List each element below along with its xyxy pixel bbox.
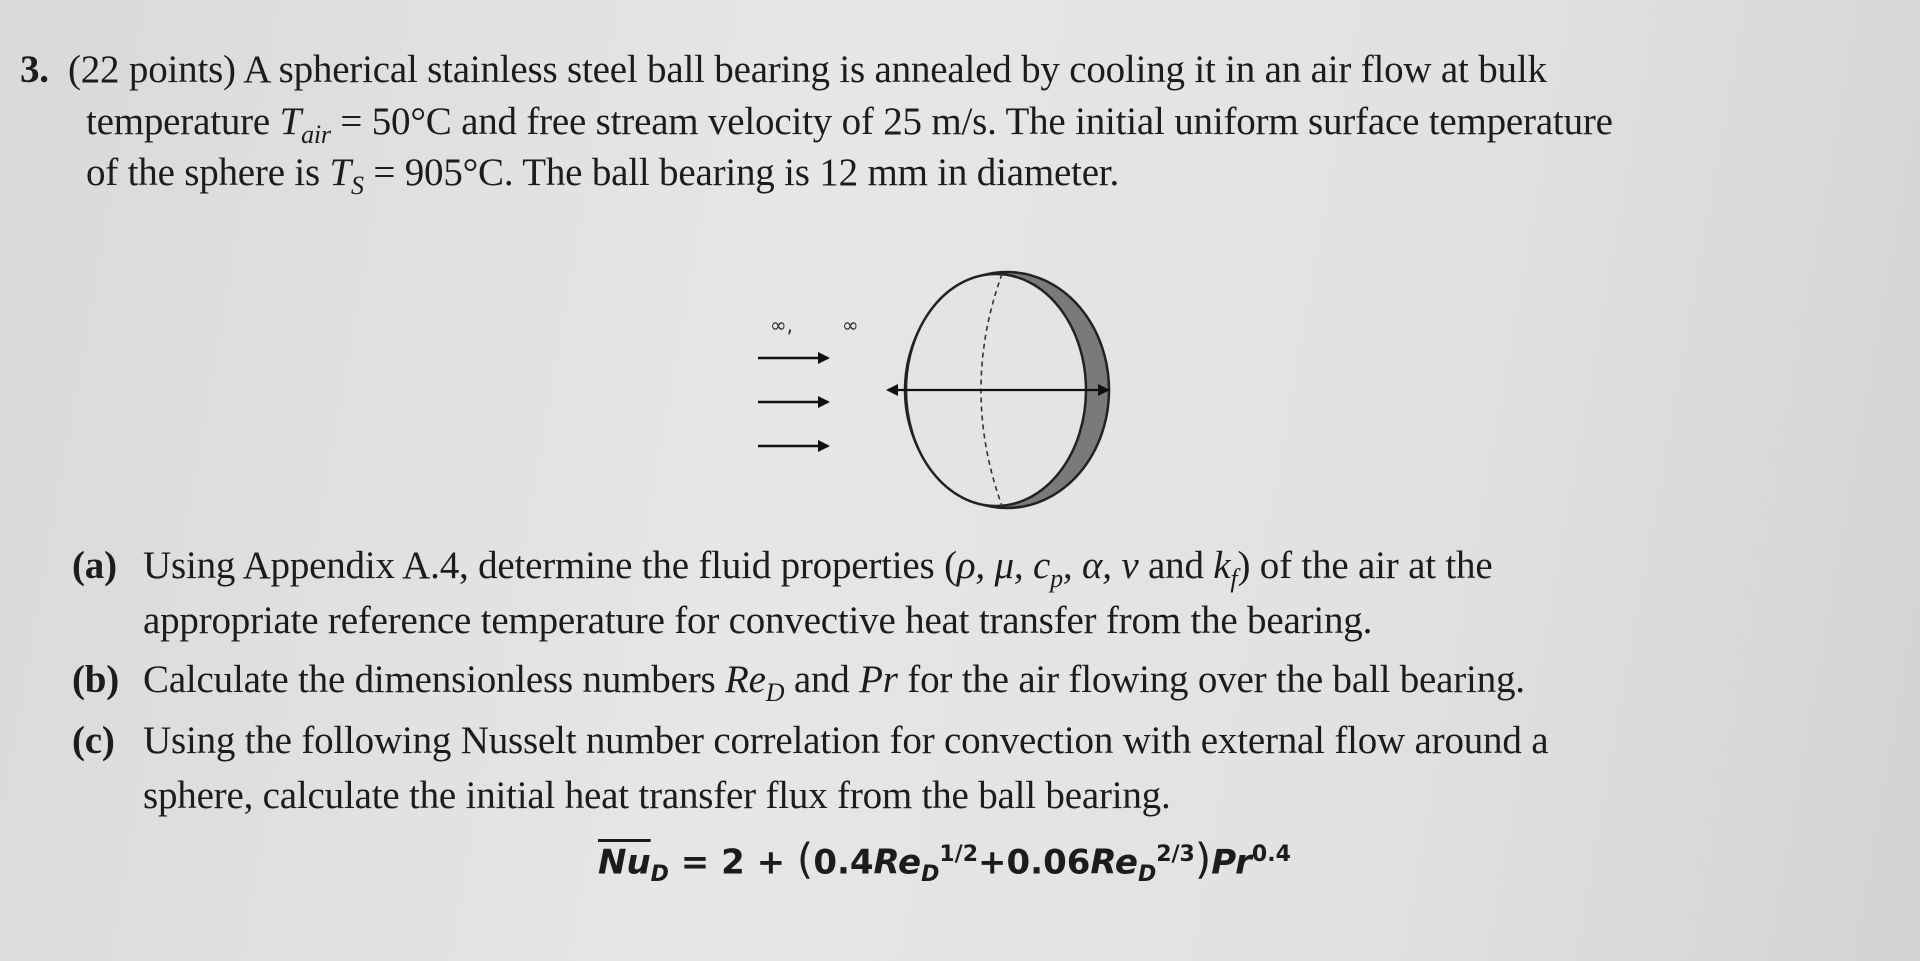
k-subscript: f bbox=[1230, 564, 1238, 593]
part-c-label: (c) bbox=[72, 719, 115, 762]
stream-label-2: ∞ bbox=[842, 313, 859, 337]
part-a-label: (a) bbox=[72, 544, 117, 587]
cp-subscript: p bbox=[1050, 564, 1063, 593]
t-s-subscript: S bbox=[351, 171, 364, 200]
exp-3: 0.4 bbox=[1251, 842, 1291, 867]
re-term-2-sub: D bbox=[1137, 862, 1157, 888]
close-paren: ) bbox=[1194, 834, 1212, 884]
part-b-label: (b) bbox=[72, 658, 120, 701]
line3-pre: of the sphere is bbox=[86, 151, 330, 194]
problem-statement-line-3 bbox=[86, 148, 1119, 211]
pr-term: Pr bbox=[1211, 842, 1252, 883]
coef-2: 0.06 bbox=[1006, 842, 1091, 883]
open-paren: ( bbox=[796, 834, 814, 884]
flow-arrow-1 bbox=[758, 352, 830, 364]
t-s-symbol: T bbox=[329, 151, 352, 194]
problem-line1-text: A spherical stainless steel ball bearing is annealed by cooling it in an air flow at bulk bbox=[243, 48, 1547, 91]
coef-1: 0.4 bbox=[813, 842, 874, 883]
re-symbol: Re bbox=[725, 658, 766, 701]
re-term-1-sub: D bbox=[921, 862, 940, 888]
part-b-text-pre: Calculate the dimensionless numbers bbox=[143, 658, 726, 701]
exp-1: 1/2 bbox=[939, 842, 979, 867]
re-term-1: Re bbox=[873, 842, 922, 883]
nu-subscript: D bbox=[650, 862, 669, 888]
k-symbol: k bbox=[1213, 544, 1231, 587]
part-a-and: and bbox=[1138, 544, 1214, 587]
flow-arrow-3 bbox=[758, 440, 830, 452]
problem-points: (22 points) bbox=[67, 48, 236, 91]
t-air-symbol: T bbox=[279, 100, 302, 143]
eq-equals-two: = 2 + bbox=[668, 842, 797, 883]
pr-symbol: Pr bbox=[859, 658, 898, 701]
sphere-flow-diagram bbox=[740, 262, 1160, 520]
t-air-subscript: air bbox=[301, 120, 331, 149]
exp-2: 2/3 bbox=[1156, 842, 1195, 867]
part-b-and: and bbox=[784, 658, 860, 701]
re-subscript: D bbox=[765, 678, 785, 707]
part-b-text-post: for the air flowing over the ball bearing. bbox=[897, 658, 1525, 701]
part-a-line-1 bbox=[72, 541, 1492, 604]
re-term-2: Re bbox=[1090, 842, 1138, 883]
line3-post: = 905°C. The ball bearing is 12 mm in diameter. bbox=[363, 151, 1119, 194]
nusselt-correlation-equation bbox=[598, 830, 1291, 900]
part-a-symbols: ρ, μ, c bbox=[956, 544, 1051, 587]
part-c-text: Using the following Nusselt number correlation for convection with external flow around a bbox=[143, 719, 1549, 762]
flow-arrow-2 bbox=[758, 396, 830, 408]
part-a-line-2: appropriate reference temperature for convective heat transfer from the bearing. bbox=[143, 599, 1373, 642]
part-c-line-2: sphere, calculate the initial heat transfer flux from the ball bearing. bbox=[143, 774, 1171, 817]
part-a-text-pre: Using Appendix A.4, determine the fluid properties ( bbox=[143, 544, 957, 587]
part-c-line-1 bbox=[72, 716, 1548, 766]
stream-label-1: ∞, bbox=[770, 313, 794, 337]
part-a-text-post: ) of the air at the bbox=[1237, 544, 1493, 587]
part-b-line-1 bbox=[72, 655, 1525, 718]
line2-post: = 50°C and free stream velocity of 25 m/s. The initial uniform surface temperature bbox=[330, 100, 1613, 143]
part-a-symbols-2: , α, ν bbox=[1062, 544, 1139, 587]
problem-statement-line-1 bbox=[20, 45, 1547, 95]
sphere bbox=[886, 272, 1110, 508]
plus-sign: + bbox=[978, 842, 1007, 883]
nu-symbol: $\overline{Nu}$ bbox=[598, 842, 651, 883]
line2-pre: temperature bbox=[86, 100, 280, 143]
problem-number: 3. bbox=[20, 48, 49, 91]
